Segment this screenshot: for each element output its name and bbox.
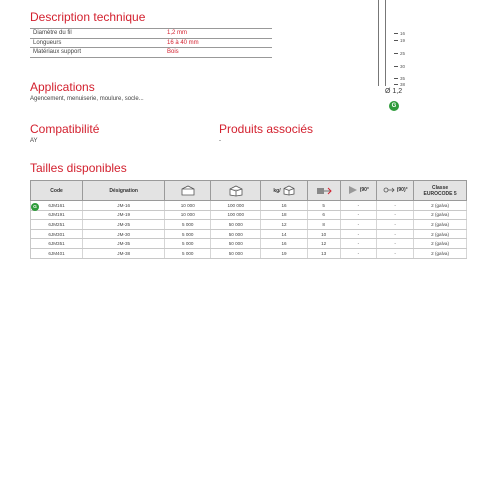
diameter-label: Ø 1,2: [385, 88, 403, 95]
tailles-title: Tailles disponibles: [30, 161, 127, 175]
carton-icon: [229, 185, 243, 197]
cell-box-qty: 5 000: [165, 229, 211, 239]
angle-shear-icon: [348, 185, 358, 195]
cell-carton-qty: 50 000: [211, 248, 261, 258]
scale-label: 30: [400, 63, 406, 69]
spec-value: 16 à 40 mm: [164, 38, 272, 48]
angle-1-label: (90°: [359, 186, 369, 193]
scale-label: 38: [400, 81, 406, 87]
table-row: [31, 229, 467, 239]
cell-pull-strength: 6: [307, 210, 340, 220]
staple-leg-left: [378, 0, 379, 86]
col-code: Code: [31, 181, 83, 201]
col-carton-qty: [211, 181, 261, 201]
produits-associes-title: Produits associés: [219, 122, 314, 136]
description-title: Description technique: [30, 10, 146, 24]
cell-classe: 2 (galva): [414, 210, 467, 220]
cell-designation: JM-19: [83, 210, 165, 220]
cell-angle-1: -: [340, 201, 377, 211]
eurocode-label: EUROCODE 5: [423, 190, 457, 197]
cell-pull-strength: 10: [307, 229, 340, 239]
spec-value: Bois: [164, 48, 272, 58]
classe-label: Classe: [432, 184, 449, 191]
cell-carton-qty: 50 000: [211, 239, 261, 249]
carton-weight-icon: [283, 185, 295, 196]
cell-kg: 16: [261, 201, 307, 211]
col-designation: Désignation: [83, 181, 165, 201]
cell-code: 6JM301: [31, 229, 83, 239]
staple-leg-right: [385, 0, 386, 86]
cell-box-qty: 10 000: [165, 210, 211, 220]
spec-label: Longueurs: [30, 38, 164, 48]
box-icon: [181, 185, 195, 196]
spec-value: 1,2 mm: [164, 29, 272, 39]
cell-designation: JM-16: [83, 201, 165, 211]
scale-label: 19: [400, 37, 406, 43]
col-angle-2: [377, 181, 414, 201]
cell-designation: JM-25: [83, 220, 165, 230]
cell-carton-qty: 100 000: [211, 210, 261, 220]
angle-2-label: (90)°: [396, 186, 408, 193]
cell-classe: 2 (galva): [414, 248, 467, 258]
scale-label: 25: [400, 50, 406, 56]
cell-angle-2: -: [377, 248, 414, 258]
spec-row: [30, 29, 272, 39]
staple-pull-icon: [315, 185, 333, 197]
table-row: [31, 248, 467, 258]
table-row: [31, 201, 467, 211]
cell-pull-strength: 13: [307, 248, 340, 258]
cell-angle-2: -: [377, 229, 414, 239]
spec-row: [30, 38, 272, 48]
cell-carton-qty: 50 000: [211, 229, 261, 239]
cell-angle-1: -: [340, 248, 377, 258]
sizes-header-row: [31, 181, 467, 201]
cell-code: 6JM191: [31, 210, 83, 220]
col-box-qty: [165, 181, 211, 201]
cell-box-qty: 5 000: [165, 248, 211, 258]
cell-carton-qty: 50 000: [211, 220, 261, 230]
table-row: [31, 239, 467, 249]
cell-code: 6JM401: [31, 248, 83, 258]
cell-pull-strength: 12: [307, 239, 340, 249]
cell-kg: 18: [261, 210, 307, 220]
cell-classe: 2 (galva): [414, 220, 467, 230]
cell-classe: 2 (galva): [414, 229, 467, 239]
cell-angle-2: -: [377, 239, 414, 249]
col-kg: [261, 181, 307, 201]
cell-angle-2: -: [377, 210, 414, 220]
cell-angle-1: -: [340, 229, 377, 239]
produits-associes-text: -: [219, 138, 221, 144]
spec-row: [30, 48, 272, 58]
angle-arrow-icon: [383, 185, 395, 195]
cell-designation: JM-35: [83, 239, 165, 249]
col-pull-strength: [307, 181, 340, 201]
cell-angle-1: -: [340, 210, 377, 220]
cell-angle-2: -: [377, 201, 414, 211]
cell-box-qty: 5 000: [165, 239, 211, 249]
cell-pull-strength: 5: [307, 201, 340, 211]
applications-text: Agencement, menuiserie, moulure, socle...: [30, 96, 144, 102]
table-row: [31, 210, 467, 220]
spec-label: Matériaux support: [30, 48, 164, 58]
sizes-table: [30, 180, 467, 259]
scale-label: 16: [400, 30, 406, 36]
cell-box-qty: 10 000: [165, 201, 211, 211]
col-classe: [414, 181, 467, 201]
cell-code: 6JM251: [31, 220, 83, 230]
cell-kg: 19: [261, 248, 307, 258]
cell-angle-1: -: [340, 220, 377, 230]
spec-table: [30, 28, 272, 58]
cell-classe: 2 (galva): [414, 239, 467, 249]
galva-row-badge: G: [31, 203, 39, 211]
galva-badge: G: [389, 101, 399, 111]
cell-code: 6JM351: [31, 239, 83, 249]
spec-label: Diamètre du fil: [30, 29, 164, 39]
cell-code: 6JM161: [31, 201, 83, 211]
cell-carton-qty: 100 000: [211, 201, 261, 211]
applications-title: Applications: [30, 80, 95, 94]
cell-pull-strength: 8: [307, 220, 340, 230]
table-row: [31, 220, 467, 230]
cell-kg: 16: [261, 239, 307, 249]
col-angle-1: [340, 181, 377, 201]
compatibilite-text: AY: [30, 138, 38, 144]
cell-box-qty: 5 000: [165, 220, 211, 230]
compatibilite-title: Compatibilité: [30, 122, 100, 136]
cell-kg: 12: [261, 220, 307, 230]
cell-angle-1: -: [340, 239, 377, 249]
cell-classe: 2 (galva): [414, 201, 467, 211]
cell-angle-2: -: [377, 220, 414, 230]
cell-designation: JM-30: [83, 229, 165, 239]
kg-label: kg/: [273, 187, 281, 194]
scale-label: 35: [400, 75, 406, 81]
cell-kg: 14: [261, 229, 307, 239]
cell-designation: JM-38: [83, 248, 165, 258]
